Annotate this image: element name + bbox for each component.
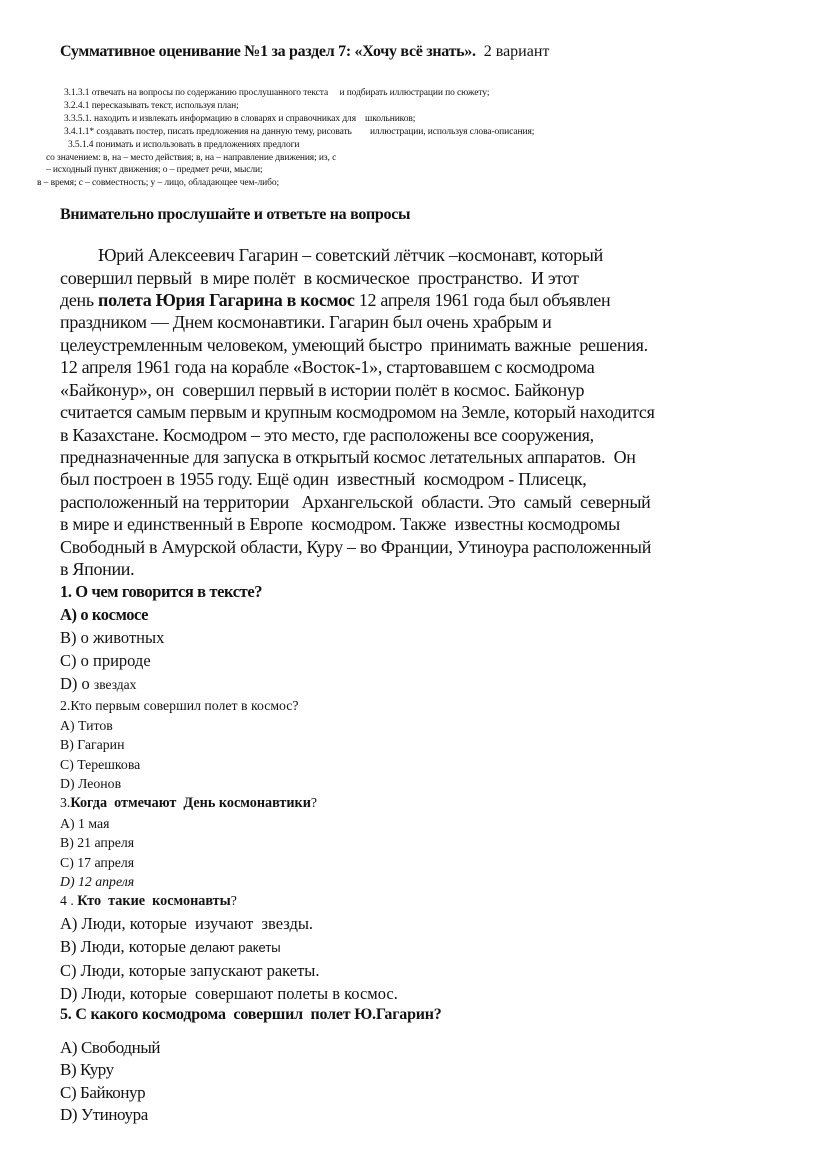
question-3-option-d: D) 12 апреля xyxy=(60,874,135,889)
question-5-option-c: С) Байконур xyxy=(60,1082,146,1102)
question-4-option-b xyxy=(60,935,771,959)
passage-line xyxy=(60,289,774,311)
question-2-option-b: В) Гагарин xyxy=(60,737,125,753)
question-3-option-c: С) 17 апреля xyxy=(60,854,135,870)
question-2-option-d: D) Леонов xyxy=(60,775,122,791)
question-3-option-a: А) 1 мая xyxy=(60,815,110,831)
option-text: D) о xyxy=(60,674,94,694)
question-4-option-a: А) Люди, которые изучают звезды. xyxy=(60,913,314,933)
passage-line: считается самым первым и крупным космодромом на Земле, который находится xyxy=(60,402,655,423)
passage-line: целеустремленным человеком, умеющий быстро принимать важные решения. xyxy=(60,334,648,355)
question-5-header: 5. С какого космодрома совершил полет Ю.Гагарин? xyxy=(60,1005,442,1023)
question-1-option-b: В) о животных xyxy=(60,628,165,648)
objective-line: 3.2.4.1 пересказывать текст, используя план; xyxy=(64,100,239,111)
question-5-option-a: А) Свободный xyxy=(60,1037,161,1057)
option-text: В) Люди, которые xyxy=(60,936,191,956)
learning-objectives xyxy=(37,87,771,190)
passage-line: в мире и единственный в Европе космодром. Также известны космодромы xyxy=(60,514,620,535)
passage-text: 12 апреля 1961 года был объявлен xyxy=(354,290,611,311)
passage-line: в Японии. xyxy=(60,558,135,579)
passage-line: праздником — Днем космонавтики. Гагарин был очень храбрым и xyxy=(60,312,552,333)
option-small-text: делают ракеты xyxy=(190,939,281,955)
passage-line: был построен в 1955 году. Ещё один известный космодром - Плисецк, xyxy=(60,469,587,490)
page-title xyxy=(60,42,771,61)
objective-line: со значением: в, на – место действия; в, на – направление движения; из, с xyxy=(46,152,337,163)
question-2-option-c: С) Терешкова xyxy=(60,756,141,772)
question-4-option-d: D) Люди, которые совершают полеты в космос. xyxy=(60,983,398,1003)
question-3 xyxy=(60,793,771,891)
question-1 xyxy=(60,580,771,696)
objective-line: – исходный пункт движения; о – предмет речи, мысли; xyxy=(46,165,263,176)
passage-bold-text: полета Юрия Гагарина в космос xyxy=(98,290,355,311)
passage-line: совершил первый в мире полёт в космическое пространство. И этот xyxy=(60,267,579,288)
passage-line: Свободный в Амурской области, Куру – во Франции, Утиноура расположенный xyxy=(60,536,652,557)
section-heading: Внимательно прослушайте и ответьте на вопросы xyxy=(60,206,411,224)
question-3-option-b: В) 21 апреля xyxy=(60,835,135,851)
passage-line: в Казахстане. Космодром – это место, где расположены все сооружения, xyxy=(60,424,594,445)
question-bold-text: Когда отмечают День космонавтики xyxy=(70,795,311,812)
question-3-header xyxy=(60,793,771,813)
question-number: 3. xyxy=(60,795,71,811)
question-2 xyxy=(60,696,771,793)
objective-line: 3.4.1.1* создавать постер, писать предложения на данную тему, рисовать иллюстрации, используя слова-описания; xyxy=(64,126,535,137)
objective-line: в – время; с – совместность; у – лицо, обладающее чем-либо; xyxy=(37,178,280,189)
question-1-option-d xyxy=(60,672,771,696)
question-2-option-a: А) Титов xyxy=(60,717,113,733)
reading-passage xyxy=(60,244,774,580)
objective-line: 3.1.3.1 отвечать на вопросы по содержанию прослушанного текста и подбирать иллюстрации по сюжету; xyxy=(64,88,490,98)
passage-line: расположенный на территории Архангельской области. Это самый северный xyxy=(60,491,651,512)
passage-line: Юрий Алексеевич Гагарин – советский лётчик –космонавт, который xyxy=(98,245,603,266)
objective-line: 3.3.5.1. находить и извлекать информацию в словарях и справочниках для школьников; xyxy=(64,113,416,124)
question-5 xyxy=(60,1005,771,1127)
question-1-option-a: А) о космосе xyxy=(60,605,149,625)
passage-line: предназначенные для запуска в открытый космос летательных аппаратов. Он xyxy=(60,446,636,467)
passage-text: день xyxy=(60,290,98,311)
question-1-header: 1. О чем говорится в тексте? xyxy=(60,582,263,602)
question-4-option-c: С) Люди, которые запускают ракеты. xyxy=(60,960,320,980)
question-5-option-d: D) Утиноура xyxy=(60,1105,148,1125)
question-end: ? xyxy=(310,795,318,811)
question-bold-text: Кто такие космонавты xyxy=(77,893,231,910)
question-1-option-c: С) о природе xyxy=(60,651,151,671)
passage-line: «Байконур», он совершил первый в истории полёт в космос. Байконур xyxy=(60,379,585,400)
question-4 xyxy=(60,891,771,1004)
option-small-text: звездах xyxy=(93,677,137,693)
question-number: 4 . xyxy=(60,893,78,909)
objective-line: 3.5.1.4 понимать и использовать в предложениях предлоги xyxy=(68,139,300,150)
question-5-options xyxy=(60,1037,771,1127)
title-main: Суммативное оценивание №1 за раздел 7: «Хочу всё знать». xyxy=(60,43,476,60)
question-5-option-b: В) Куру xyxy=(60,1060,114,1080)
passage-line: 12 апреля 1961 года на корабле «Восток-1», стартовавшем с космодрома xyxy=(60,357,595,378)
question-2-header: 2.Кто первым совершил полет в космос? xyxy=(60,698,299,714)
question-end: ? xyxy=(230,893,237,909)
question-4-header xyxy=(60,891,771,911)
title-variant: 2 вариант xyxy=(475,43,550,60)
